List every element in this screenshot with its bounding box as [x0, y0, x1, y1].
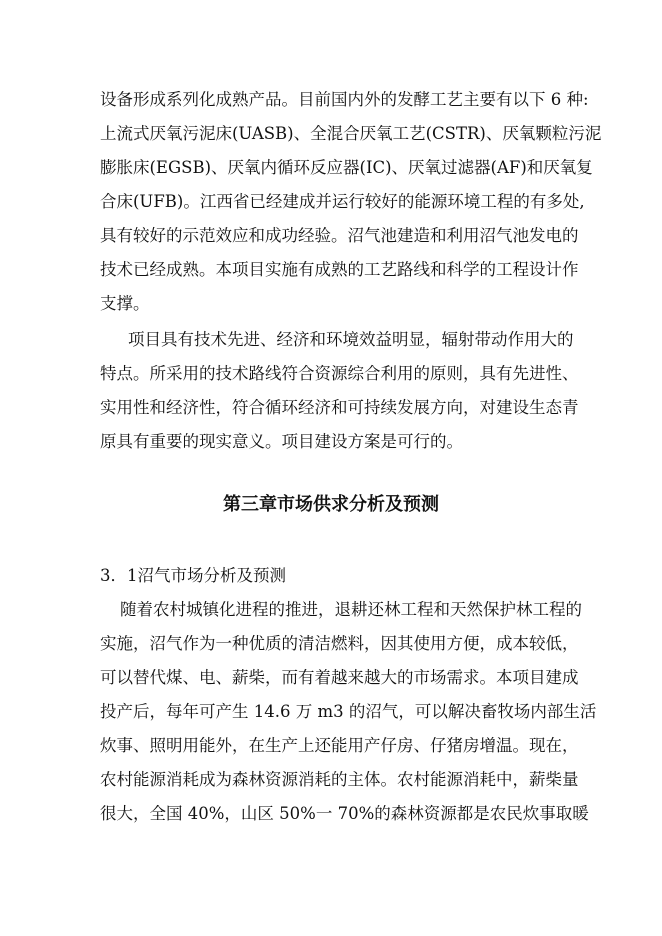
text-line: 特点。所采用的技术路线符合资源综合利用的原则，具有先进性、	[100, 364, 579, 383]
text-line: 项目具有技术先进、经济和环境效益明显，辐射带动作用大的	[128, 330, 574, 349]
text-line: 合床(UFB)。江西省已经建成并运行较好的能源环境工程的有多处,	[100, 192, 585, 211]
text-line: 技术已经成熟。本项目实施有成熟的工艺路线和科学的工程设计作	[100, 260, 579, 279]
text-line: 随着农村城镇化进程的推进，退耕还林工程和天然保护林工程的	[120, 600, 582, 619]
text-line: 可以替代煤、电、薪柴，而有着越来越大的市场需求。本项目建成	[100, 668, 579, 687]
text-line: 炊事、照明用能外，在生产上还能用产仔房、仔猪房增温。现在，	[100, 736, 579, 755]
text-line: 实施，沼气作为一种优质的清洁燃料，因其使用方便，成本较低，	[100, 634, 579, 653]
text-line: 农村能源消耗成为森林资源消耗的主体。农村能源消耗中，薪柴量	[100, 770, 579, 789]
chapter-title: 第三章市场供求分析及预测	[223, 494, 439, 515]
text-line: 膨胀床(EGSB)、厌氧内循环反应器(IC)、厌氧过滤器(AF)和厌氧复	[100, 158, 593, 177]
text-line: 原具有重要的现实意义。项目建设方案是可行的。	[100, 432, 463, 451]
text-line: 具有较好的示范效应和成功经验。沼气池建造和利用沼气池发电的	[100, 226, 579, 245]
text-line: 实用性和经济性，符合循环经济和可持续发展方向，对建设生态青	[100, 398, 579, 417]
section-title: 3．1沼气市场分析及预测	[100, 566, 286, 585]
text-line: 投产后，每年可产生 14.6 万 m3 的沼气，可以解决畜牧场内部生活	[100, 702, 597, 721]
text-line: 很大，全国 40%，山区 50%一 70%的森林资源都是农民炊事取暖	[100, 804, 589, 823]
text-line: 上流式厌氧污泥床(UASB)、全混合厌氧工艺(CSTR)、厌氧颗粒污泥	[100, 124, 602, 143]
text-line: 设备形成系列化成熟产品。目前国内外的发酵工艺主要有以下 6 种:	[100, 90, 589, 109]
text-line: 支撑。	[100, 294, 150, 313]
